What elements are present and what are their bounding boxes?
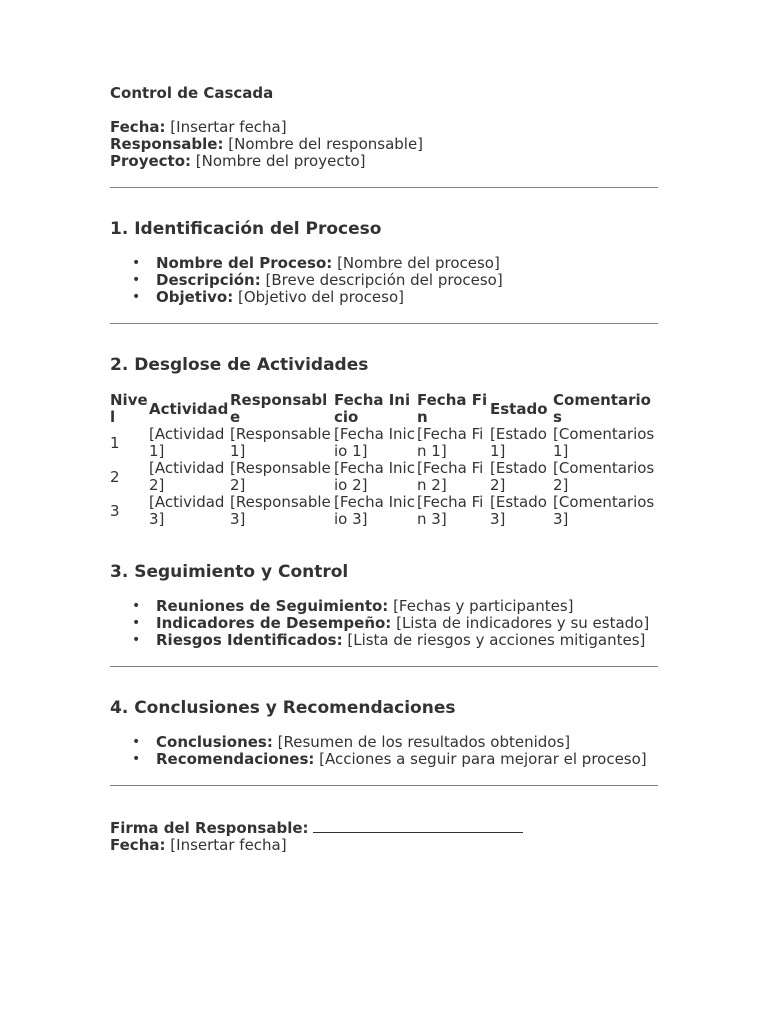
divider xyxy=(110,187,658,188)
footer-fecha xyxy=(110,837,658,854)
divider xyxy=(110,666,658,667)
signature-line xyxy=(110,818,658,837)
list-item-label: Recomendaciones: xyxy=(156,750,315,768)
table-row xyxy=(110,460,658,494)
meta-fecha-label: Fecha: xyxy=(110,118,166,136)
table-cell: [Fecha Inicio 2] xyxy=(334,459,415,494)
column-header: Responsable xyxy=(230,391,328,426)
list-item-value: [Lista de indicadores y su estado] xyxy=(396,614,650,632)
table-cell: [Responsable 2] xyxy=(230,459,331,494)
column-header: Estado xyxy=(490,399,548,418)
table-cell: [Fecha Fin 2] xyxy=(417,459,484,494)
table-cell: 3 xyxy=(110,501,120,520)
table-cell: [Actividad 2] xyxy=(149,459,225,494)
list-item-label: Conclusiones: xyxy=(156,733,273,751)
table-cell: [Fecha Fin 3] xyxy=(417,493,484,528)
list-item xyxy=(156,632,658,649)
column-header: Fecha Inicio xyxy=(334,391,411,426)
signature-label: Firma del Responsable: xyxy=(110,819,309,837)
section-heading: 2. Desglose de Actividades xyxy=(110,355,369,375)
activities-table xyxy=(110,392,658,528)
column-header: Nivel xyxy=(110,391,148,426)
table-cell: [Fecha Inicio 3] xyxy=(334,493,415,528)
list-item xyxy=(156,615,658,632)
table-cell: [Comentarios 1] xyxy=(553,425,655,460)
signature-block xyxy=(110,818,658,854)
list-item xyxy=(156,289,658,306)
list-item-label: Objetivo: xyxy=(156,288,234,306)
meta-proyecto xyxy=(110,153,658,170)
table-row xyxy=(110,426,658,460)
table-cell: 1 xyxy=(110,433,120,452)
list-item-value: [Nombre del proceso] xyxy=(337,254,500,272)
table-header-row xyxy=(110,392,658,426)
table-cell: [Actividad 3] xyxy=(149,493,225,528)
table-cell: 2 xyxy=(110,467,120,486)
section4-list xyxy=(110,734,658,768)
meta-responsable-value: [Nombre del responsable] xyxy=(228,135,424,153)
section1-list xyxy=(110,255,658,306)
table-cell: [Estado 1] xyxy=(490,425,547,460)
table-cell: [Comentarios 2] xyxy=(553,459,655,494)
section-heading: 4. Conclusiones y Recomendaciones xyxy=(110,698,456,718)
meta-responsable-label: Responsable: xyxy=(110,135,224,153)
table-cell: [Estado 2] xyxy=(490,459,547,494)
list-item-value: [Resumen de los resultados obtenidos] xyxy=(277,733,571,751)
list-item-value: [Lista de riesgos y acciones mitigantes] xyxy=(347,631,646,649)
list-item xyxy=(156,734,658,751)
column-header: Comentarios xyxy=(553,391,651,426)
document-title: Control de Cascada xyxy=(110,84,274,102)
list-item xyxy=(156,598,658,615)
document xyxy=(110,85,658,854)
list-item-value: [Fechas y participantes] xyxy=(393,597,574,615)
table-cell: [Actividad 1] xyxy=(149,425,225,460)
list-item-label: Reuniones de Seguimiento: xyxy=(156,597,389,615)
list-item xyxy=(156,272,658,289)
document-meta xyxy=(110,119,658,170)
column-header: Actividad xyxy=(149,399,229,418)
section3-list xyxy=(110,598,658,649)
meta-proyecto-label: Proyecto: xyxy=(110,152,192,170)
list-item-label: Nombre del Proceso: xyxy=(156,254,333,272)
table-cell: [Comentarios 3] xyxy=(553,493,655,528)
meta-proyecto-value: [Nombre del proyecto] xyxy=(195,152,366,170)
table-cell: [Responsable 1] xyxy=(230,425,331,460)
list-item xyxy=(156,255,658,272)
signature-blank[interactable] xyxy=(313,818,523,833)
list-item-label: Descripción: xyxy=(156,271,261,289)
list-item-value: [Acciones a seguir para mejorar el proceso] xyxy=(319,750,647,768)
table-cell: [Fecha Fin 1] xyxy=(417,425,484,460)
meta-fecha xyxy=(110,119,658,136)
footer-fecha-value: [Insertar fecha] xyxy=(170,836,287,854)
meta-fecha-value: [Insertar fecha] xyxy=(170,118,287,136)
divider xyxy=(110,323,658,324)
table-cell: [Estado 3] xyxy=(490,493,547,528)
list-item-value: [Breve descripción del proceso] xyxy=(265,271,503,289)
meta-responsable xyxy=(110,136,658,153)
table-row xyxy=(110,494,658,528)
section-heading: 3. Seguimiento y Control xyxy=(110,562,349,582)
footer-fecha-label: Fecha: xyxy=(110,836,166,854)
table-cell: [Fecha Inicio 1] xyxy=(334,425,415,460)
list-item xyxy=(156,751,658,768)
list-item-label: Riesgos Identificados: xyxy=(156,631,343,649)
list-item-value: [Objetivo del proceso] xyxy=(237,288,404,306)
divider xyxy=(110,785,658,786)
list-item-label: Indicadores de Desempeño: xyxy=(156,614,392,632)
section-heading: 1. Identificación del Proceso xyxy=(110,219,382,239)
column-header: Fecha Fin xyxy=(417,391,488,426)
table-cell: [Responsable 3] xyxy=(230,493,331,528)
